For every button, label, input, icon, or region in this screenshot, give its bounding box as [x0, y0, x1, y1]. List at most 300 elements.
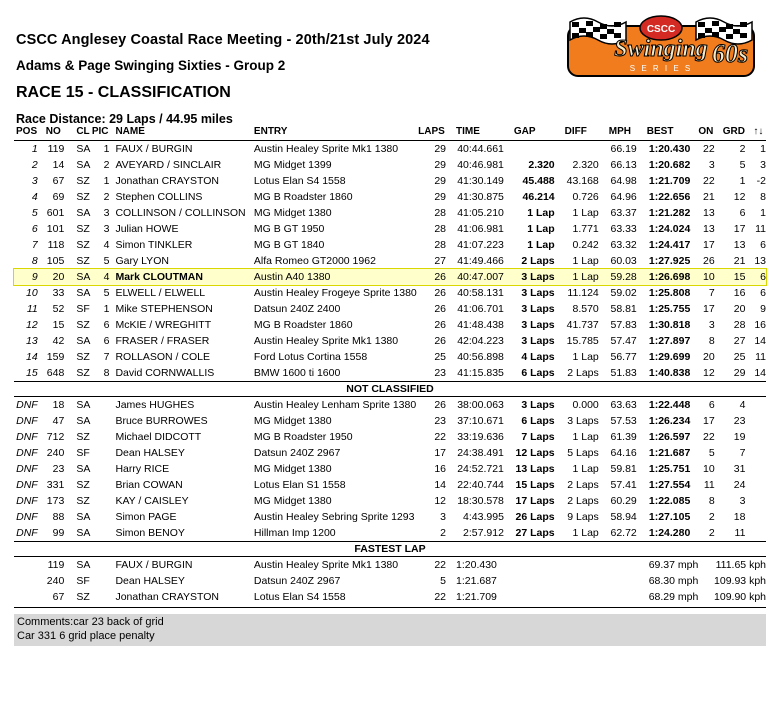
cell-name: KAY / CAISLEY	[115, 495, 189, 507]
cell-best: 1:27.554	[648, 479, 691, 491]
cell-no: 712	[46, 431, 65, 443]
cell-time: 22:40.744	[457, 479, 504, 491]
cell-laps: 26	[434, 303, 447, 315]
cell-no: 240	[46, 575, 65, 587]
cell-laps: 12	[434, 495, 447, 507]
cell-gap: 2 Laps	[521, 255, 555, 267]
cell-diff: 2.320	[572, 159, 599, 171]
cell-name: James HUGHES	[115, 399, 195, 411]
cell-entry: MG Midget 1380	[253, 207, 332, 219]
cell-name: Jonathan CRAYSTON	[115, 175, 219, 187]
table-row	[14, 221, 766, 237]
cell-on: 2	[708, 511, 715, 523]
cell-gap: 3 Laps	[521, 303, 555, 315]
cell-diff: 2 Laps	[567, 367, 599, 379]
cell-cl: SZ	[76, 175, 90, 187]
cell-name: Gary LYON	[115, 255, 169, 267]
cell-change: 14	[754, 367, 766, 379]
fastest-lap-row	[14, 589, 766, 605]
cell-pos: 6	[31, 223, 38, 235]
cell-pic: 6	[103, 319, 110, 331]
table-row	[14, 317, 766, 333]
results-table	[14, 126, 766, 605]
cell-grd: 18	[733, 511, 746, 523]
cell-cl: SA	[76, 159, 91, 171]
cell-change: 6	[760, 287, 766, 299]
cell-pic: 8	[103, 367, 110, 379]
cell-cl: SA	[76, 415, 91, 427]
cell-entry: Austin Healey Frogeye Sprite 1380	[253, 287, 417, 299]
cell-on: 22	[703, 431, 715, 443]
cell-pic	[92, 445, 116, 461]
cell-name: AVEYARD / SINCLAIR	[115, 159, 222, 171]
cell-change	[753, 525, 766, 542]
cell-grd: 25	[733, 351, 746, 363]
cell-time: 41:49.466	[457, 255, 504, 267]
cell-mph: 63.37	[610, 207, 637, 219]
cell-time: 24:52.721	[457, 463, 504, 475]
cell-cl: SZ	[76, 431, 90, 443]
cell-entry: Datsun 240Z 2967	[253, 447, 341, 459]
cell-mph: 63.32	[610, 239, 637, 251]
col-no: NO	[46, 126, 73, 141]
cell-laps: 28	[434, 223, 447, 235]
cell-no: 42	[52, 335, 65, 347]
cell-change: 14	[754, 335, 766, 347]
cell-entry: MG B GT 1840	[253, 239, 325, 251]
cell-lap-time: 1:21.709	[456, 591, 497, 603]
cell-mph: 63.63	[610, 399, 637, 411]
cell-pic: 3	[103, 223, 110, 235]
cell-cl: SZ	[76, 591, 90, 603]
cell-name: Bruce BURROWES	[115, 415, 208, 427]
cell-gap: 1 Lap	[527, 223, 555, 235]
cell-time: 18:30.578	[457, 495, 504, 507]
cell-laps: 29	[434, 159, 447, 171]
cell-gap: 3 Laps	[521, 399, 555, 411]
cell-change: 11	[755, 223, 766, 235]
cell-mph: 63.33	[610, 223, 637, 235]
cell-mph: 57.41	[610, 479, 637, 491]
cell-gap: 6 Laps	[521, 415, 555, 427]
cell-laps: 22	[434, 431, 447, 443]
cell-time: 41:30.875	[457, 191, 504, 203]
cell-diff: 1 Lap	[572, 255, 599, 267]
cell-on: 7	[708, 287, 715, 299]
table-row	[14, 141, 766, 158]
cell-pos: DNF	[16, 511, 38, 523]
cell-on: 12	[703, 367, 715, 379]
cell-gap: 27 Laps	[515, 527, 555, 539]
cell-grd: 1	[739, 175, 746, 187]
cell-mph: 58.81	[610, 303, 637, 315]
cell-change	[753, 413, 766, 429]
table-row	[14, 205, 766, 221]
cell-time: 4:43.995	[463, 511, 504, 523]
race-title: RACE 15 - CLASSIFICATION	[16, 84, 231, 101]
cell-no: 67	[52, 175, 65, 187]
cell-diff: 9 Laps	[567, 511, 599, 523]
cell-pos: DNF	[16, 463, 38, 475]
cell-cl: SA	[72, 269, 92, 285]
table-row	[14, 189, 766, 205]
cell-mph: 60.03	[610, 255, 637, 267]
cell-mph: 68.29 mph	[648, 591, 699, 603]
svg-text:CSCC: CSCC	[646, 24, 676, 35]
cell-diff: 0.726	[572, 191, 599, 203]
cell-name: Dean HALSEY	[115, 447, 185, 459]
cell-grd: 15	[723, 269, 754, 285]
classified-body	[14, 141, 766, 606]
cell-pos: 14	[26, 351, 38, 363]
cell-no: 69	[52, 191, 65, 203]
cell-best: 1:20.430	[648, 143, 691, 155]
cell-gap: 6 Laps	[521, 367, 555, 379]
cell-time: 41:05.210	[457, 207, 504, 219]
cell-mph: 68.30 mph	[648, 575, 699, 587]
cell-entry: MG B GT 1950	[253, 223, 325, 235]
col-grd: GRD	[723, 126, 754, 141]
cell-mph: 61.39	[610, 431, 637, 443]
cell-time: 41:06.981	[457, 223, 504, 235]
cell-entry: MG B Roadster 1950	[253, 431, 353, 443]
cell-entry: Hillman Imp 1200	[253, 527, 336, 539]
cell-entry: MG Midget 1399	[253, 159, 332, 171]
col-on: ON	[698, 126, 722, 141]
cell-diff: 1 Lap	[565, 269, 609, 285]
cell-no: 101	[46, 223, 65, 235]
cell-on: 21	[703, 191, 715, 203]
cell-mph: 56.77	[610, 351, 637, 363]
cell-pos: DNF	[16, 431, 38, 443]
cell-cl: SZ	[76, 351, 90, 363]
cell-diff: 41.737	[566, 319, 599, 331]
cell-name: Mark CLOUTMAN	[115, 269, 253, 285]
cell-time: 2:57.912	[463, 527, 504, 539]
cell-laps: 2	[440, 527, 447, 539]
cell-pos: 13	[26, 335, 38, 347]
cell-no: 18	[52, 399, 65, 411]
cell-name: Simon BENOY	[115, 527, 185, 539]
cell-gap: 3 Laps	[521, 319, 555, 331]
cell-laps: 26	[434, 287, 447, 299]
cell-laps: 29	[434, 175, 447, 187]
table-row	[14, 477, 766, 493]
cell-cl: SA	[76, 399, 91, 411]
cell-best: 1:27.897	[648, 335, 691, 347]
cell-gap: 12 Laps	[515, 447, 555, 459]
cell-kph: 109.93 kph	[714, 575, 766, 587]
cell-change: 11	[755, 351, 766, 363]
cell-entry: Lotus Elan S1 1558	[253, 479, 346, 491]
cell-pos: 1	[31, 143, 38, 155]
col-entry: ENTRY	[254, 126, 418, 141]
cell-laps: 28	[434, 239, 447, 251]
series-title: Adams & Page Swinging Sixties - Group 2	[16, 58, 286, 73]
cell-change: 16	[754, 319, 766, 331]
cell-entry: Lotus Elan S4 1558	[253, 591, 346, 603]
cell-best: 1:40.838	[648, 367, 691, 379]
cell-laps: 5	[440, 575, 447, 587]
cell-pic: 7	[103, 351, 110, 363]
cell-name: Brian COWAN	[115, 479, 183, 491]
cell-grd: 31	[733, 463, 746, 475]
cell-pic	[92, 525, 116, 542]
cell-name: FAUX / BURGIN	[115, 143, 193, 155]
cell-diff: 1 Lap	[572, 527, 599, 539]
cell-cl: SZ	[76, 479, 90, 491]
not-classified-divider	[14, 382, 766, 397]
cell-time: 38:00.063	[457, 399, 504, 411]
cell-gap: 3 Laps	[514, 269, 565, 285]
cell-diff: 1 Lap	[572, 351, 599, 363]
cell-pic: 5	[103, 255, 110, 267]
cell-entry: MG B Roadster 1860	[253, 191, 353, 203]
cell-entry: MG Midget 1380	[253, 463, 332, 475]
cell-cl: SA	[76, 511, 91, 523]
cell-on: 8	[708, 335, 715, 347]
cell-lap-time: 1:21.687	[456, 575, 497, 587]
cell-best: 1:27.105	[648, 511, 691, 523]
cell-gap: 45.488	[522, 175, 555, 187]
cell-cl: SA	[76, 559, 91, 571]
col-diff: DIFF	[565, 126, 609, 141]
cell-best: 1:26.597	[648, 431, 691, 443]
cell-grd: 21	[733, 255, 746, 267]
cell-gap: 26 Laps	[515, 511, 555, 523]
cell-name: ROLLASON / COLE	[115, 351, 210, 363]
cell-cl: SA	[76, 335, 91, 347]
cell-mph: 59.02	[610, 287, 637, 299]
cell-laps: 14	[434, 479, 447, 491]
cell-pos: DNF	[16, 479, 38, 491]
cell-pos: DNF	[16, 399, 38, 411]
cell-laps: 26	[418, 269, 456, 285]
cell-name: FAUX / BURGIN	[115, 559, 193, 571]
cell-cl: SZ	[76, 191, 90, 203]
cell-diff: 0.000	[572, 399, 599, 411]
cell-pos: 7	[31, 239, 38, 251]
cell-name: Harry RICE	[115, 463, 170, 475]
col-laps: LAPS	[418, 126, 456, 141]
cell-pic: 1	[103, 303, 110, 315]
cell-entry: Datsun 240Z 2967	[253, 575, 341, 587]
table-row	[14, 461, 766, 477]
cell-grd: 6	[739, 207, 746, 219]
cell-entry: Lotus Elan S4 1558	[253, 175, 346, 187]
cell-gap: 2.320	[528, 159, 555, 171]
table-row	[14, 333, 766, 349]
cell-on: 20	[703, 351, 715, 363]
cell-pic: 2	[103, 191, 110, 203]
cell-change: 3	[760, 159, 766, 171]
cell-cl: SZ	[76, 239, 90, 251]
cell-gap: 1 Lap	[527, 239, 555, 251]
cell-on: 11	[703, 479, 715, 491]
race-distance: Race Distance: 29 Laps / 44.95 miles	[16, 112, 233, 126]
cell-grd: 4	[739, 399, 746, 411]
table-row	[14, 525, 766, 542]
cell-pic	[92, 573, 116, 589]
cell-grd: 29	[733, 367, 746, 379]
cell-gap: 7 Laps	[521, 431, 555, 443]
cell-mph: 69.37 mph	[648, 559, 699, 571]
cell-diff: 8.570	[572, 303, 599, 315]
cell-cl: SF	[76, 447, 90, 459]
cell-cl: SF	[76, 575, 90, 587]
cell-name: FRASER / FRASER	[115, 335, 210, 347]
cell-on: 22	[703, 143, 715, 155]
col-pic: PIC	[92, 126, 116, 141]
cell-mph: 60.29	[610, 495, 637, 507]
swinging-sixties-logo	[560, 12, 762, 86]
cell-entry: Datsun 240Z 2400	[253, 303, 341, 315]
cell-kph: 111.65 kph	[715, 559, 766, 571]
cell-grd: 13	[733, 239, 746, 251]
col-position-change: ↑↓	[753, 126, 766, 141]
cell-change	[753, 445, 766, 461]
cell-best: 1:24.024	[648, 223, 691, 235]
cell-mph: 58.94	[610, 511, 637, 523]
cell-best: 1:21.282	[648, 207, 691, 219]
cell-pic	[92, 509, 116, 525]
cell-time: 40:47.007	[456, 269, 514, 285]
cell-pic: 6	[103, 335, 110, 347]
cell-no: 47	[52, 415, 65, 427]
cell-mph: 64.98	[610, 175, 637, 187]
cell-kph: 109.90 kph	[714, 591, 766, 603]
cell-laps: 28	[434, 207, 447, 219]
table-header	[14, 126, 766, 141]
cell-laps: 29	[434, 143, 447, 155]
cell-pos: 10	[26, 287, 38, 299]
cell-cl: SA	[76, 143, 91, 155]
cell-pos: 5	[31, 207, 38, 219]
cell-pos: DNF	[16, 527, 38, 539]
col-time: TIME	[456, 126, 514, 141]
cell-best: 1:22.656	[648, 191, 691, 203]
cell-grd: 3	[739, 495, 746, 507]
cell-diff: 5 Laps	[567, 447, 599, 459]
cell-diff: 11.124	[567, 287, 599, 299]
cell-laps: 29	[434, 191, 447, 203]
cell-no: 15	[52, 319, 65, 331]
col-best: BEST	[647, 126, 699, 141]
cell-grd: 17	[733, 223, 746, 235]
table-row	[14, 413, 766, 429]
cell-no: 67	[52, 591, 65, 603]
cell-grd: 11	[734, 527, 746, 539]
fastest-lap-row	[14, 557, 766, 574]
col-name: NAME	[115, 126, 253, 141]
cell-pic: 2	[103, 159, 110, 171]
cell-gap: 3 Laps	[521, 335, 555, 347]
cell-diff: 0.242	[572, 239, 599, 251]
cell-mph: 57.83	[610, 319, 637, 331]
cell-on: 8	[708, 495, 715, 507]
cell-mph: 57.53	[610, 415, 637, 427]
cell-pic: 5	[103, 287, 110, 299]
cell-pic: 1	[103, 143, 110, 155]
cell-entry: Austin Healey Sprite Mk1 1380	[253, 335, 399, 347]
cell-laps: 3	[440, 511, 447, 523]
cell-grd: 2	[739, 143, 746, 155]
cell-change	[753, 493, 766, 509]
cell-no: 331	[46, 479, 65, 491]
cell-pic: 4	[92, 269, 116, 285]
cell-pic	[92, 429, 116, 445]
cell-name: COLLINSON / COLLINSON	[115, 207, 246, 219]
cell-on: 17	[703, 303, 715, 315]
cell-name: McKIE / WREGHITT	[115, 319, 212, 331]
cell-mph: 62.72	[610, 527, 637, 539]
cell-best: 1:25.808	[648, 287, 691, 299]
cell-pos: 9	[14, 269, 46, 285]
cell-best: 1:25.751	[648, 463, 691, 475]
cell-no: 52	[52, 303, 65, 315]
cell-best: 1:24.417	[648, 239, 691, 251]
cell-change	[753, 509, 766, 525]
cell-entry: Austin Healey Sprite Mk1 1380	[253, 143, 399, 155]
cell-name: Simon TINKLER	[115, 239, 193, 251]
cell-pos: 8	[31, 255, 38, 267]
cell-best: 1:22.448	[648, 399, 691, 411]
table-row	[14, 157, 766, 173]
cell-entry: Austin Healey Lenham Sprite 1380	[253, 399, 417, 411]
cell-change	[753, 429, 766, 445]
cell-pic: 4	[103, 239, 110, 251]
cell-change: 8	[760, 191, 766, 203]
cell-pos: 11	[26, 303, 38, 315]
comments-line-2: Car 331 6 grid place penalty	[17, 629, 155, 642]
table-row	[14, 237, 766, 253]
table-row	[14, 429, 766, 445]
cell-time: 40:44.661	[457, 143, 504, 155]
cell-name: Mike STEPHENSON	[115, 303, 213, 315]
cell-cl: SF	[76, 303, 90, 315]
cell-diff: 15.785	[566, 335, 599, 347]
cell-on: 13	[703, 223, 715, 235]
cell-cl: SA	[76, 287, 91, 299]
cell-entry: MG Midget 1380	[253, 495, 332, 507]
cell-mph: 59.81	[610, 463, 637, 475]
cell-no: 20	[46, 269, 73, 285]
cell-best: 1:20.682	[648, 159, 691, 171]
cell-gap: 13 Laps	[515, 463, 555, 475]
table-row	[14, 365, 766, 382]
cell-diff: 1 Lap	[572, 207, 599, 219]
cell-diff: 1 Lap	[572, 463, 599, 475]
cell-change: 6	[753, 269, 766, 285]
cell-entry: Ford Lotus Cortina 1558	[253, 351, 368, 363]
svg-text:60s: 60s	[711, 39, 749, 68]
comments-block	[14, 614, 766, 646]
cell-gap	[514, 141, 565, 158]
cell-no: 23	[52, 463, 65, 475]
cell-on: 13	[703, 207, 715, 219]
cell-gap: 15 Laps	[515, 479, 555, 491]
cell-change	[753, 461, 766, 477]
cell-no: 118	[47, 239, 65, 251]
cell-pos: 3	[31, 175, 38, 187]
cell-no: 33	[52, 287, 65, 299]
cell-time: 37:10.671	[457, 415, 504, 427]
table-row	[14, 397, 766, 414]
cell-laps: 23	[434, 367, 447, 379]
cell-on: 10	[698, 269, 722, 285]
cell-grd: 5	[739, 159, 746, 171]
cell-cl: SA	[76, 207, 91, 219]
